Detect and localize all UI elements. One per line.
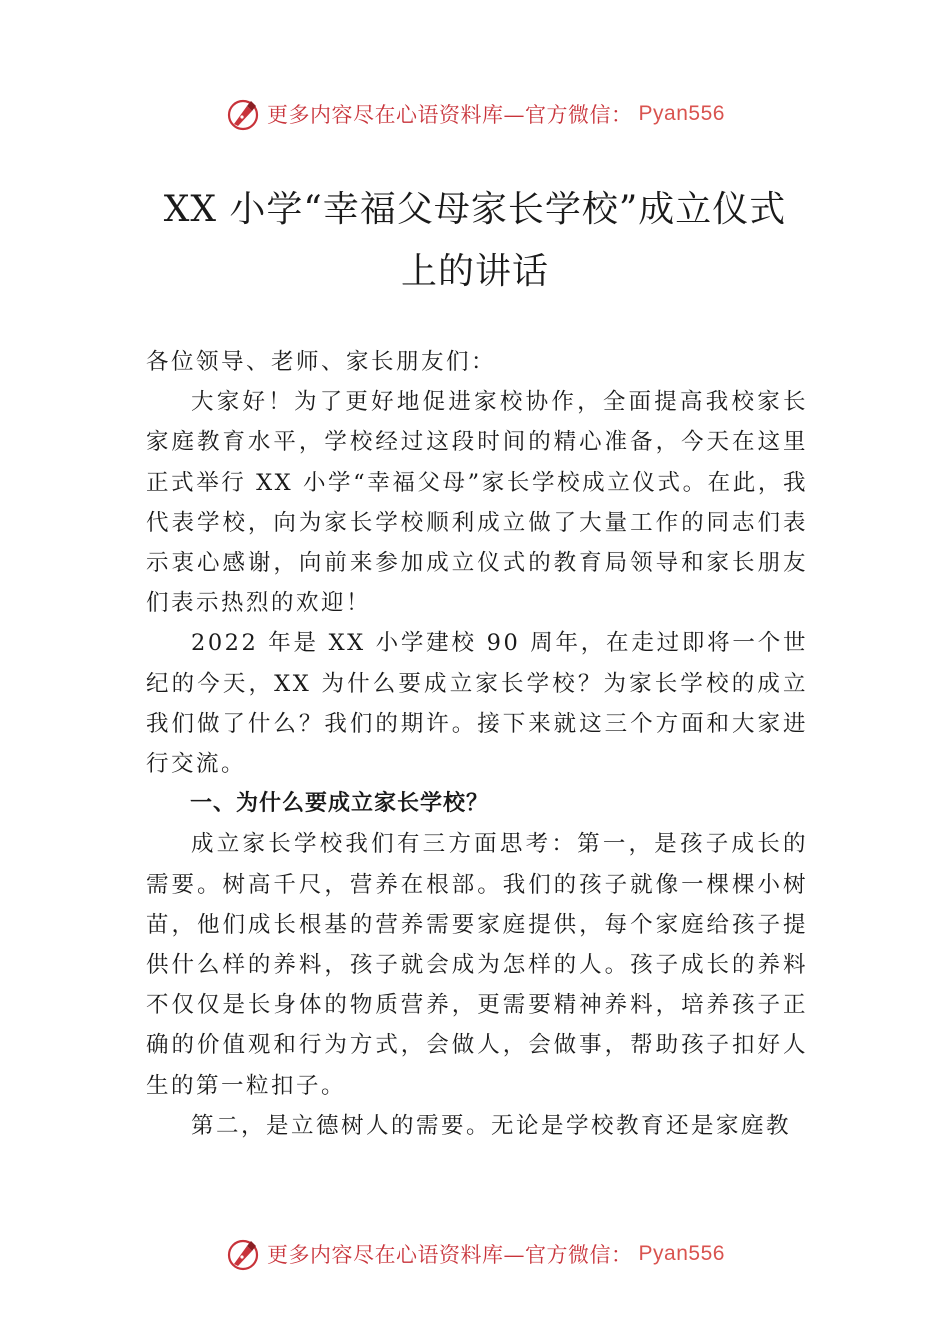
document-title-line-1: XX 小学“幸福父母家长学校”成立仪式 bbox=[163, 189, 787, 230]
paragraph: 大家好！为了更好地促进家校协作，全面提高我校家长家庭教育水平，学校经过这段时间的精心准备，今天在这里正式举行 XX 小学“幸福父母”家长学校成立仪式。在此，我代表学校，向为家长学校顺利成立做了大量工作的同志们表示衷心感谢，向前来参加成立仪式的教育局领导和家长朋友们表示热烈的欢迎！ bbox=[146, 389, 808, 617]
greeting: 各位领导、老师、家长朋友们： bbox=[146, 349, 497, 375]
banner-text: 更多内容尽在心语资料库—官方微信： bbox=[267, 1243, 633, 1267]
pen-nib-icon bbox=[225, 96, 261, 132]
header-watermark-banner bbox=[0, 96, 950, 132]
document-body bbox=[146, 342, 808, 1146]
paragraph: 2022 年是 XX 小学建校 90 周年，在走过即将一个世纪的今天，XX 为什么要成立家长学校？为家长学校的成立我们做了什么？我们的期许。接下来就这三个方面和大家进行交流。 bbox=[146, 630, 808, 778]
paragraph: 成立家长学校我们有三方面思考：第一，是孩子成长的需要。树高千尺，营养在根部。我们的孩子就像一棵棵小树苗，他们成长根基的营养需要家庭提供，每个家庭给孩子提供什么样的养料，孩子就会成为怎样的人。孩子成长的养料不仅仅是长身体的物质营养，更需要精神养料，培养孩子正确的价值观和行为方式，会做人，会做事，帮助孩子扣好人生的第一粒扣子。 bbox=[146, 831, 808, 1099]
document-title-line-2: 上的讲话 bbox=[400, 251, 549, 292]
section-heading: 一、为什么要成立家长学校？ bbox=[190, 791, 490, 817]
banner-text: 更多内容尽在心语资料库—官方微信： bbox=[267, 103, 633, 127]
banner-wechat-id: Pyan556 bbox=[638, 1242, 725, 1265]
banner-wechat-id: Pyan556 bbox=[638, 102, 725, 125]
footer-watermark-banner bbox=[0, 1236, 950, 1272]
pen-nib-icon bbox=[225, 1236, 261, 1272]
paragraph: 第二，是立德树人的需要。无论是学校教育还是家庭教 bbox=[191, 1112, 792, 1139]
